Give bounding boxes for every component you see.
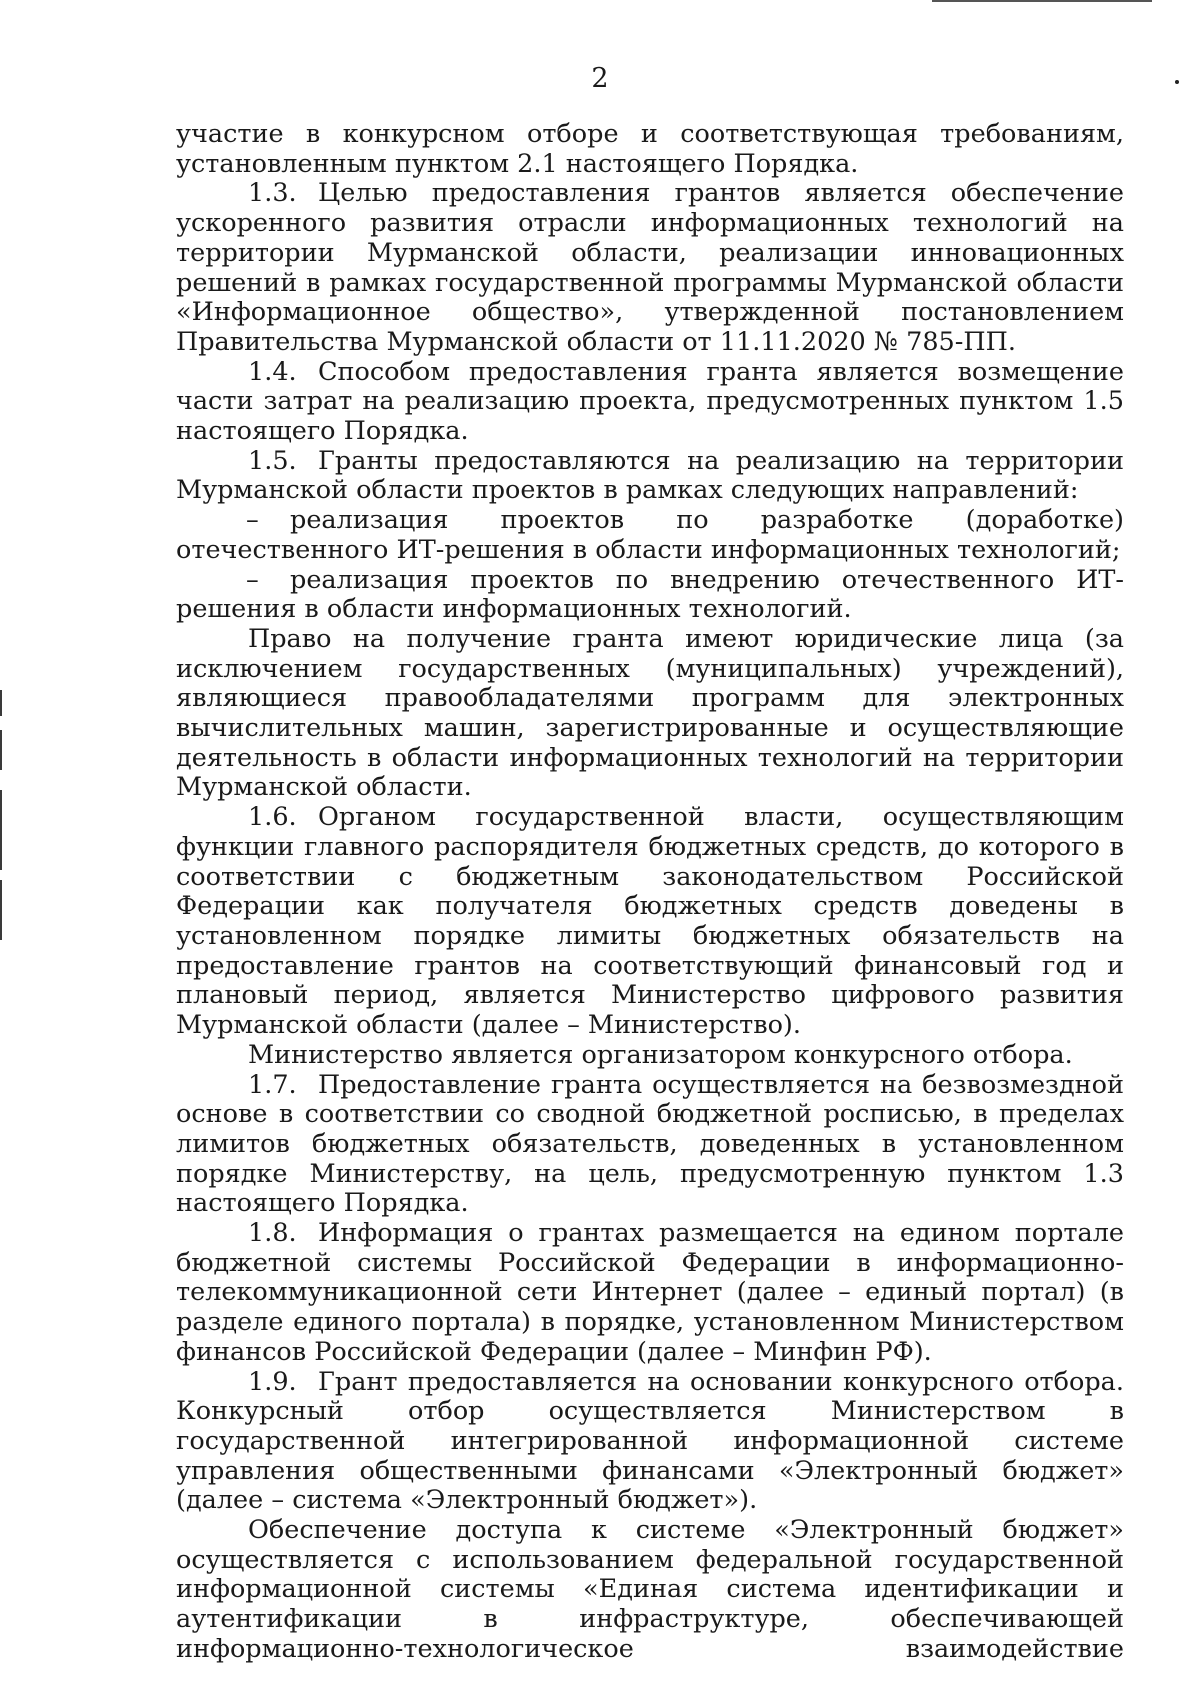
clause-number: 1.9. <box>248 1366 297 1397</box>
paragraph-1-6 <box>176 803 1124 1041</box>
clause-number: 1.8. <box>248 1218 297 1249</box>
list-item <box>176 506 1124 565</box>
paragraph-1-7 <box>176 1071 1124 1220</box>
paragraph <box>176 120 1124 179</box>
paragraph-text: реализация проектов по внедрению отечественного ИТ-решения в области информационных технологий. <box>176 564 1124 625</box>
paragraph-1-8 <box>176 1219 1124 1368</box>
paragraph-text: Способом предоставления гранта является возмещение части затрат на реализацию проекта, предусмотренных пунктом 1.5 настоящего Порядка. <box>176 356 1124 447</box>
paragraph <box>176 1041 1124 1071</box>
paragraph-text: Предоставление гранта осуществляется на безвозмездной основе в соответствии со сводной бюджетной росписью, в пределах лимитов бюджетных обязательств, доведенных в установленном порядке Министерству, на цель, предусмотренную пунктом 1.3 настоящего Порядка. <box>176 1069 1124 1219</box>
clause-number: 1.7. <box>248 1069 297 1100</box>
paragraph-text: Грант предоставляется на основании конкурсного отбора. Конкурсный отбор осуществляется Министерством в государственной интегрированной информационной системе управления общественными финансами «Электронный бюджет» (далее – система «Электронный бюджет»). <box>176 1366 1124 1516</box>
paragraph-text: Министерство является организатором конкурсного отбора. <box>248 1039 1073 1070</box>
clause-number: 1.6. <box>248 802 297 833</box>
paragraph-text: реализация проектов по разработке (доработке) отечественного ИТ-решения в области информационных технологий; <box>176 505 1124 565</box>
scan-edge-mark <box>0 880 2 940</box>
paragraph <box>176 1516 1124 1665</box>
paragraph-text: участие в конкурсном отборе и соответствующая требованиям, установленным пунктом 2.1 настоящего Порядка. <box>176 119 1124 179</box>
dash-marker: – <box>246 564 259 595</box>
paragraph-text: Органом государственной власти, осуществляющим функции главного распорядителя бюджетных средств, до которого в соответствии с бюджетным законодательством Российской Федерации как получателя бюджетных средств доведены в установленном порядке лимиты бюджетных обязательств на предоставление грантов на соответствующий финансовый год и плановый период, является Министерство цифрового развития Мурманской области (далее – Министерство). <box>176 802 1124 1041</box>
paragraph-text: Целью предоставления грантов является обеспечение ускоренного развития отрасли информационных технологий на территории Мурманской области, реализации инновационных решений в рамках государственной программы Мурманской области «Информационное общество», утвержденной постановлением Правительства Мурманской области от 11.11.2020 № 785-ПП. <box>176 178 1124 357</box>
paragraph-1-3 <box>176 179 1124 357</box>
clause-number: 1.5. <box>248 445 297 476</box>
page-number: 2 <box>591 63 609 94</box>
paragraph-text: Гранты предоставляются на реализацию на территории Мурманской области проектов в рамках следующих направлений: <box>176 445 1124 506</box>
clause-number: 1.4. <box>248 356 297 387</box>
paragraph-1-5 <box>176 447 1124 506</box>
list-item <box>176 566 1124 625</box>
scan-edge-mark <box>0 690 2 716</box>
dash-marker: – <box>246 505 259 536</box>
scan-edge-mark <box>0 790 2 870</box>
paragraph-text: Информация о грантах размещается на едином портале бюджетной системы Российской Федерации в информационно-телекоммуникационной сети Интернет (далее – единый портал) (в разделе единого портала) в порядке, установленном Министерством финансов Российской Федерации (далее – Минфин РФ). <box>176 1218 1124 1367</box>
paragraph-text: Обеспечение доступа к системе «Электронный бюджет» осуществляется с использованием федеральной государственной информационной системы «Единая система идентификации и аутентификации в инфраструктуре, обеспечивающей информационно-технологическое взаимодействие <box>176 1515 1124 1664</box>
paragraph <box>176 625 1124 803</box>
clause-number: 1.3. <box>248 178 297 209</box>
paragraph-1-4 <box>176 358 1124 447</box>
paragraph-1-9 <box>176 1368 1124 1517</box>
scan-edge-mark <box>0 730 2 770</box>
paragraph-text: Право на получение гранта имеют юридические лица (за исключением государственных (муниципальных) учреждений), являющиеся правообладателями программ для электронных вычислительных машин, зарегистрированные и осуществляющие деятельность в области информационных технологий на территории Мурманской области. <box>176 623 1124 803</box>
document-body <box>176 120 1124 1665</box>
top-rule <box>932 0 1152 2</box>
